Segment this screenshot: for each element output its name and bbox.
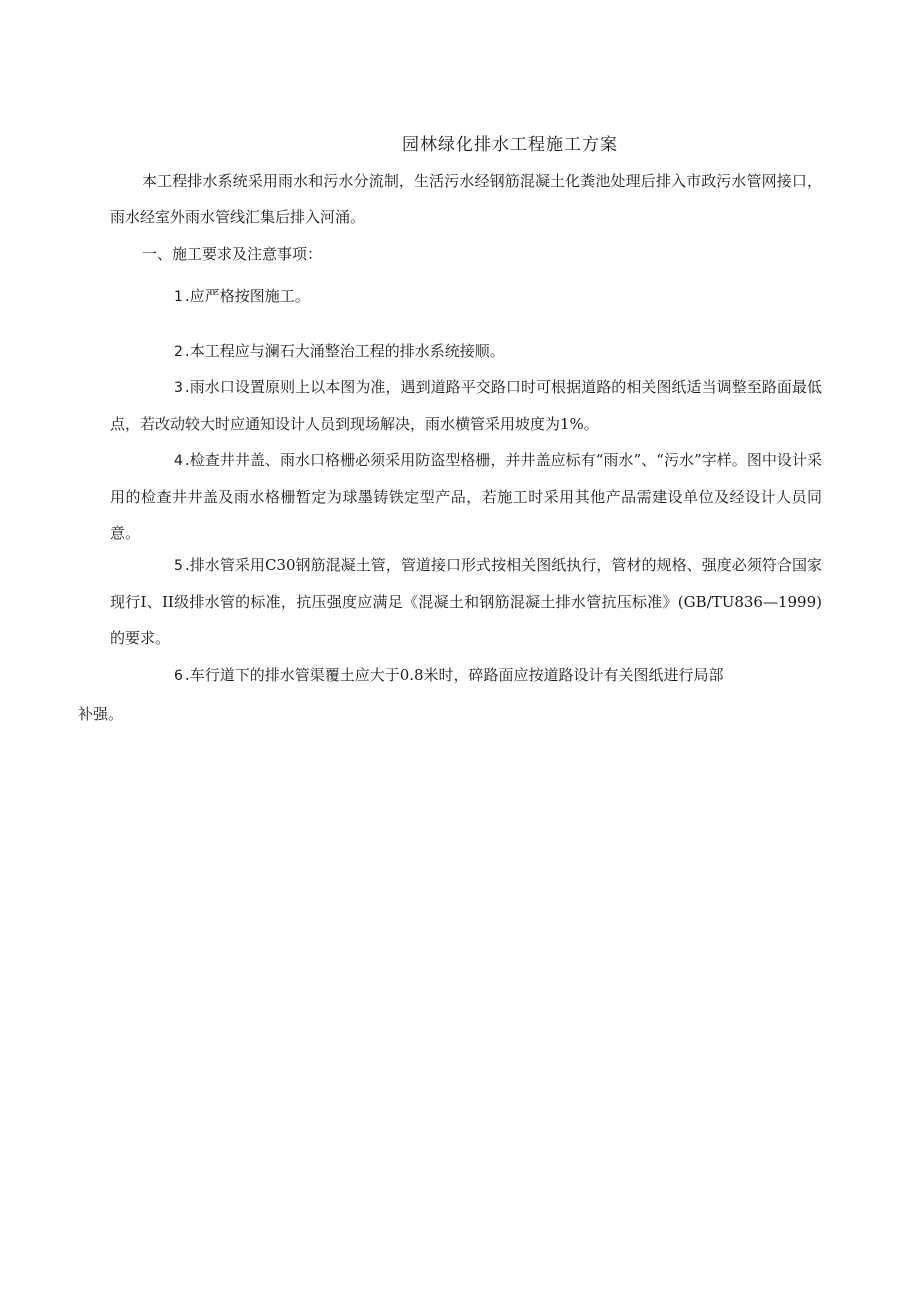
item-number: 4 xyxy=(174,453,183,469)
item-number: 5 xyxy=(174,558,183,574)
intro-paragraph: 本工程排水系统采用雨水和污水分流制，生活污水经钢筋混凝土化粪池处理后排入市政污水管网接口，雨水经室外雨水管线汇集后排入河涌。 xyxy=(110,172,822,226)
item-text: .本工程应与澜石大涌整治工程的排水系统接顺。 xyxy=(184,342,505,360)
document-title: 园林绿化排水工程施工方案 xyxy=(402,135,618,155)
item-text-continuation: 补强。 xyxy=(78,705,124,723)
item-text: .车行道下的排水管渠覆土应大于0.8米时，碎路面应按道路设计有关图纸进行局部 xyxy=(184,666,724,684)
item-number: 1 xyxy=(174,289,183,305)
list-item xyxy=(110,547,822,656)
item-text: .雨水口设置原则上以本图为准，遇到道路平交路口时可根据道路的相关图纸适当调整至路面最低点，若改动较大时应通知设计人员到现场解决，雨水横管采用坡度为1%。 xyxy=(110,378,822,433)
list-item xyxy=(110,333,822,370)
list-item xyxy=(110,442,822,551)
list-item xyxy=(110,278,822,315)
item-text: .应严格按图施工。 xyxy=(184,287,310,305)
item-number: 6 xyxy=(174,668,183,684)
list-item xyxy=(110,369,822,442)
section-heading: 一、施工要求及注意事项： xyxy=(142,245,323,263)
item-number: 2 xyxy=(174,344,183,360)
item-text: .检查井井盖、雨水口格栅必须采用防盗型格栅，并井盖应标有“雨水”、“污水”字样。图中设计采用的检查井井盖及雨水格栅暂定为球墨铸铁定型产品，若施工时采用其他产品需建设单位及经设计人员同意。 xyxy=(110,451,822,542)
item-number: 3 xyxy=(174,380,183,396)
list-item xyxy=(78,657,822,732)
item-text: .排水管采用C30钢筋混凝土管，管道接口形式按相关图纸执行，管材的规格、强度必须符合国家现行I、II级排水管的标准，抗压强度应满足《混凝土和钢筋混凝土排水管抗压标准》(GB/TU836—1999)的要求。 xyxy=(110,556,822,647)
